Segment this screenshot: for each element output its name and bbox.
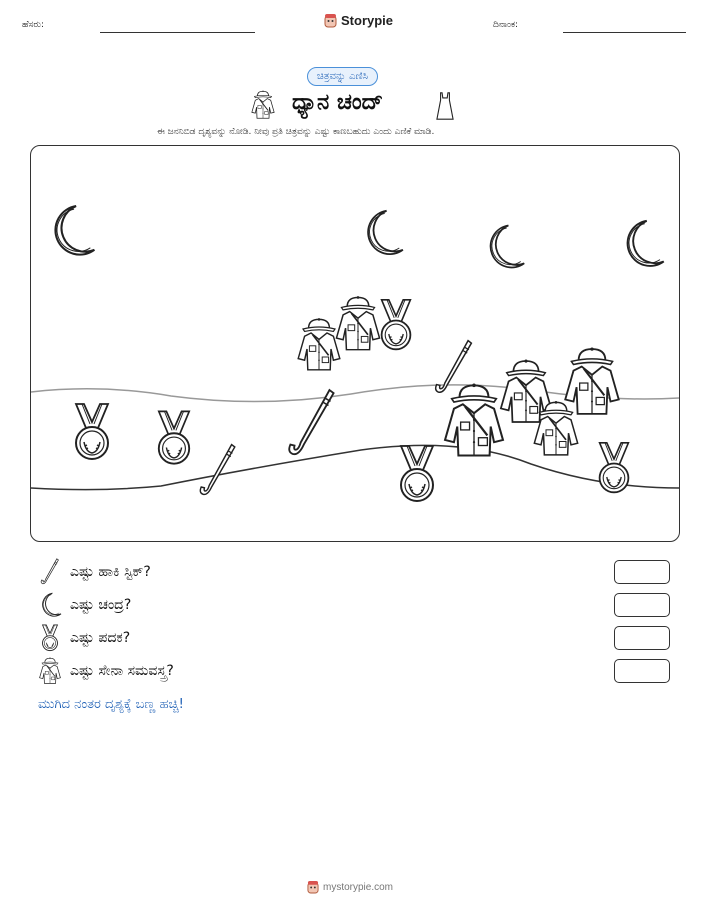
moon-icon (368, 211, 403, 254)
moon-icon (55, 206, 94, 255)
storypie-logo-icon (307, 880, 319, 894)
medal-icon (382, 300, 411, 350)
hockey-stick-icon (200, 445, 235, 495)
medal-icon (159, 411, 189, 463)
answer-box-moon[interactable] (614, 593, 670, 617)
footer (307, 880, 393, 894)
question-row (38, 558, 151, 586)
medal-icon (401, 446, 433, 501)
hill-line-front (31, 445, 679, 489)
question-text: ಎಷ್ಟು ಹಾಕಿ ಸ್ಟಿಕ್? (70, 564, 151, 580)
name-label: ಹೆಸರು: (22, 20, 45, 30)
medal-icon (600, 443, 629, 493)
moon-icon (491, 225, 525, 267)
page-title: ಧ್ಯಾನ ಚಂದ್ (292, 90, 384, 115)
brand-logo (324, 13, 393, 28)
question-text: ಎಷ್ಟು ಸೇನಾ ಸಮವಸ್ತ್ರ? (70, 663, 174, 679)
footer-url[interactable]: mystorypie.com (323, 881, 394, 893)
name-line[interactable] (100, 32, 255, 33)
date-label: ದಿನಾಂಕ: (493, 20, 519, 30)
brand-name: Storypie (341, 13, 394, 28)
dress-icon (434, 91, 456, 121)
instruction-text: ಈ ಜನನಿಬಿಡ ದೃಶ್ಯವನ್ನು ನೋಡಿ. ನೀವು ಪ್ರತಿ ಚಿತ್ರವನ್ನು ಎಷ್ಟು ಕಾಣಬಹುದು ಎಂದು ಎಣಿಕೆ ಮಾಡಿ. (157, 127, 435, 137)
answer-box-medal[interactable] (614, 626, 670, 650)
army-uniform-icon (298, 318, 340, 370)
army-uniform-icon (38, 657, 62, 685)
medal-icon (76, 404, 108, 459)
question-row (38, 591, 131, 619)
storypie-logo-icon (324, 13, 337, 28)
answer-box-army-uniform[interactable] (614, 659, 670, 683)
question-text: ಎಷ್ಟು ಪದಕ? (70, 630, 131, 646)
scene-drawing (31, 146, 679, 541)
moon-icon (628, 221, 664, 266)
army-uniform-icon (565, 347, 618, 413)
question-text: ಎಷ್ಟು ಚಂದ್ರ? (70, 597, 132, 613)
counting-scene (30, 145, 680, 542)
army-uniform-icon (445, 384, 503, 456)
answer-box-hockey-stick[interactable] (614, 560, 670, 584)
date-line[interactable] (563, 32, 686, 33)
question-row (38, 657, 174, 685)
moon-icon (38, 591, 62, 619)
army-uniform-icon (336, 296, 379, 350)
army-uniform-icon (250, 90, 276, 120)
question-row (38, 624, 130, 652)
medal-icon (38, 624, 62, 652)
activity-pill: ಚಿತ್ರವನ್ನು ಎಣಿಸಿ (307, 67, 378, 86)
hockey-stick-icon (38, 558, 62, 586)
color-instruction: ಮುಗಿದ ನಂತರ ದೃಶ್ಯಕ್ಕೆ ಬಣ್ಣ ಹಚ್ಚಿ! (38, 697, 184, 712)
